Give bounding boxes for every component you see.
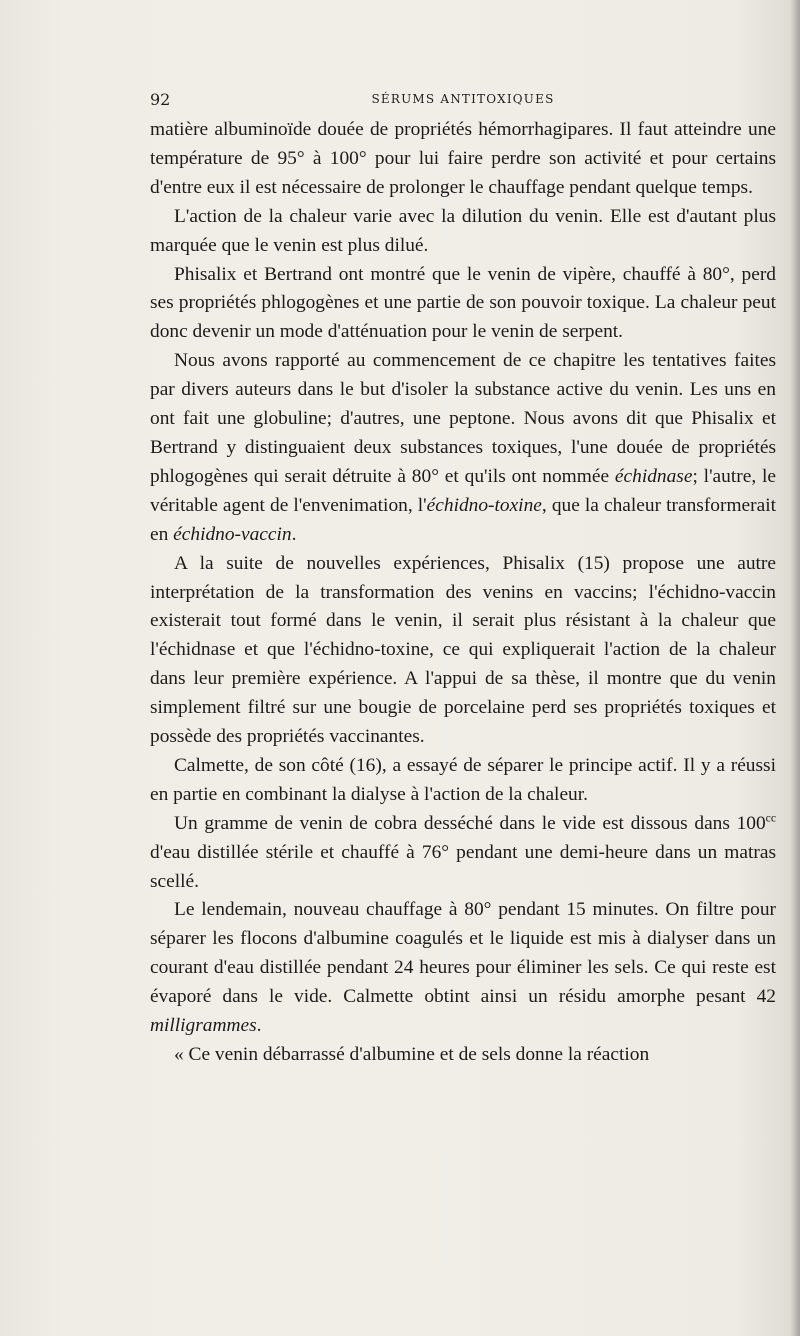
paragraph-4-part-c: ; l'autre, le véritable agent de l'envenimation, l': [150, 465, 776, 516]
page-header: [150, 90, 776, 112]
paragraph-8-part-a: Le lendemain, nouveau chauffage à 80° pendant 15 minutes. On filtre pour séparer les flocons d'albumine coagulés et le liquide est mis à dialyser dans un courant d'eau distillée pendant 24 heures pour éliminer les sels. Ce qui reste est évaporé dans le vide. Calmette obtint ainsi un résidu amorphe pesant 42: [150, 899, 776, 1008]
paragraph-7-part-a: Un gramme de venin de cobra desséché dans le vide est dissous dans 100: [174, 812, 766, 834]
unit-cc: cc: [765, 811, 776, 825]
paragraph-2: L'action de la chaleur varie avec la dilution du venin. Elle est d'autant plus marquée que le venin est plus dilué.: [150, 205, 776, 256]
paragraph-5: A la suite de nouvelles expériences, Phisalix (15) propose une autre interprétation de la transformation des venins en vaccins; l'échidno-vaccin existerait tout formé dans le venin, il serait plus résistant à la chaleur que l'échidnase et que l'échidno-toxine, ce qui expliquerait l'action de la chaleur dans leur première expérience. A l'appui de sa thèse, il montre que du venin simplement filtré sur une bougie de porcelaine perd ses propriétés toxiques et possède des propriétés vaccinantes.: [150, 552, 776, 748]
paragraph-8-part-c: .: [256, 1015, 262, 1037]
paragraph-4-part-a: Nous avons rapporté au commencement de ce chapitre les tentatives faites par divers auteurs dans le but d'isoler la substance active du venin. Les uns en ont fait une globuline; d'autres, une peptone. Nous avons dit que Phisalix et Bertrand y distinguaient deux substances toxiques, l'une douée de propriétés phlogogènes qui serait détruite à 80° et qu'ils ont nommée: [150, 350, 776, 487]
term-milligrammes: milligrammes: [150, 1015, 257, 1037]
page-edge-shadow: [790, 0, 800, 1336]
paragraph-6: Calmette, de son côté (16), a essayé de séparer le principe actif. Il y a réussi en partie en combinant la dialyse à l'action de la chaleur.: [150, 754, 776, 805]
paragraph-7-part-b: d'eau distillée stérile et chauffé à 76° pendant une demi-heure dans un matras scellé.: [150, 841, 776, 892]
paragraph-4-part-g: .: [291, 523, 297, 545]
paragraph-1: matière albuminoïde douée de propriétés hémorrhagipares. Il faut atteindre une température de 95° à 100° pour lui faire perdre son activité et pour certains d'entre eux il est nécessaire de prolonger le chauffage pendant quelque temps.: [150, 119, 776, 198]
paragraph-7: [150, 810, 776, 897]
paragraph-9: « Ce venin débarrassé d'albumine et de sels donne la réaction: [174, 1044, 650, 1065]
term-echidnase: échidnase: [614, 465, 693, 487]
body-text: [150, 116, 776, 1070]
paragraph-3: Phisalix et Bertrand ont montré que le venin de vipère, chauffé à 80°, perd ses propriétés phlogogènes et une partie de son pouvoir toxique. La chaleur peut donc devenir un mode d'atténuation pour le venin de serpent.: [150, 263, 776, 343]
paragraph-8: [150, 896, 776, 1041]
term-echidno-toxine: échidno-toxine: [426, 494, 542, 516]
page-number: 92: [150, 90, 171, 109]
paragraph-4-part-e: , que la chaleur transformerait en: [150, 494, 776, 545]
term-echidno-vaccin: échidno-vaccin: [173, 523, 292, 545]
running-head: SÉRUMS ANTITOXIQUES: [371, 92, 555, 106]
paragraph-4: [150, 347, 776, 549]
